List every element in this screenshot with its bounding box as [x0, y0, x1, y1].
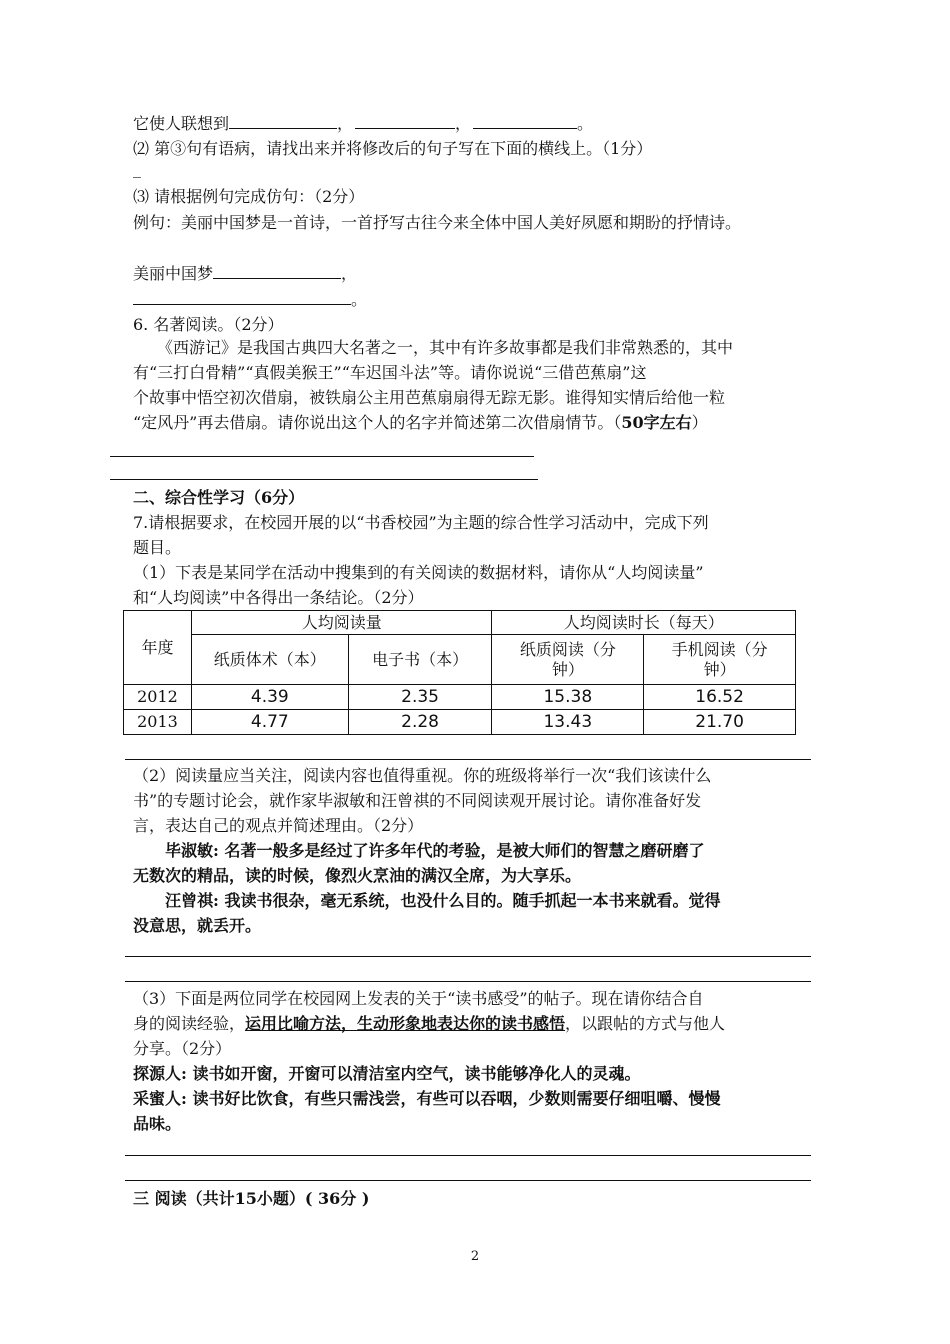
value-cell: 21.70 — [644, 710, 796, 735]
bi-shumin-quote-1: 毕淑敏: 名著一般多是经过了许多年代的考验，是被大师们的智慧之磨研磨了 — [133, 841, 705, 860]
blank-2[interactable] — [355, 112, 455, 129]
value-cell: 2.35 — [348, 685, 492, 710]
classic-reading-p3: 个故事中悟空初次借扇，被铁扇公主用芭蕉扇扇得无踪无影。谁得知实情后给他一粒 — [133, 388, 726, 407]
sub-question-2-b: 书”的专题讨论会，就作家毕淑敏和汪曾祺的不同阅读观开展讨论。请你准备好发 — [133, 791, 702, 810]
value-cell: 13.43 — [492, 710, 644, 735]
reading-time-header: 人均阅读时长（每天） — [492, 611, 796, 635]
classic-reading-p4: “定风丹”再去借扇。请你说出这个人的名字并简述第二次借扇情节。（50字左右） — [133, 413, 708, 432]
sub-question-3-b: 身的阅读经验，运用比喻方法，生动形象地表达你的读书感悟，以跟帖的方式与他人 — [133, 1014, 726, 1033]
fill-line-associations: 它使人联想到 ， ， 。 — [133, 114, 594, 133]
value-cell: 16.52 — [644, 685, 796, 710]
question-2-text: ⑵ 第③句有语病，请找出来并将修改后的句子写在下面的横线上。（1分） — [133, 139, 653, 158]
value-cell: 15.38 — [492, 685, 644, 710]
wang-zengqi-quote-2: 没意思，就丢开。 — [133, 916, 262, 935]
col-phone-reading-time: 手机阅读（分 钟） — [644, 635, 796, 685]
value-cell: 4.39 — [191, 685, 348, 710]
reading-volume-header: 人均阅读量 — [191, 611, 492, 635]
caimiren-post-1: 采蜜人: 读书好比饮食，有些只需浅尝，有些可以吞咽，少数则需要仔细咀嚼、慢慢 — [133, 1089, 721, 1108]
section-2-heading: 二、综合性学习（6分） — [133, 488, 305, 507]
reading-data-table — [123, 610, 796, 735]
imitation-blank-2[interactable] — [133, 288, 351, 305]
sub-question-1-a: （1）下表是某同学在活动中搜集到的有关阅读的数据材料，请你从“人均阅读量” — [133, 563, 704, 582]
caimiren-post-2: 品味。 — [133, 1114, 182, 1133]
sub-question-3-a: （3）下面是两位同学在校园网上发表的关于“读书感受”的帖子。现在请你结合自 — [133, 989, 704, 1008]
imitation-line-2: 。 — [133, 288, 367, 311]
year-header: 年度 — [124, 611, 192, 685]
blank-1[interactable] — [229, 112, 337, 129]
answer-line[interactable] — [125, 956, 811, 957]
classic-reading-p1: 《西游记》是我国古典四大名著之一，其中有许多故事都是我们非常熟悉的，其中 — [133, 338, 734, 357]
answer-line[interactable] — [110, 479, 538, 480]
col-paper-books: 纸质体术（本） — [191, 635, 348, 685]
year-cell: 2012 — [124, 685, 192, 710]
col-paper-reading-time: 纸质阅读（分 钟） — [492, 635, 644, 685]
answer-line[interactable] — [110, 456, 534, 457]
value-cell: 2.28 — [348, 710, 492, 735]
question-6-title: 6. 名著阅读。（2分） — [133, 315, 284, 334]
answer-line[interactable] — [125, 1180, 811, 1181]
answer-line[interactable] — [125, 1155, 811, 1156]
table-row — [124, 685, 796, 710]
imitation-line-1: 美丽中国梦 ， — [133, 264, 358, 283]
question-3-text: ⑶ 请根据例句完成仿句：（2分） — [133, 187, 365, 206]
sub-question-2-c: 言，表达自己的观点并简述理由。（2分） — [133, 816, 424, 835]
col-ebooks: 电子书（本） — [348, 635, 492, 685]
classic-reading-p2: 有“三打白骨精”“真假美猴王”“车迟国斗法”等。请你说说“三借芭蕉扇”这 — [133, 363, 647, 382]
question-7-text-2: 题目。 — [133, 538, 182, 557]
example-sentence: 例句：美丽中国梦是一首诗，一首抒写古往今来全体中国人美好夙愿和期盼的抒情诗。 — [133, 213, 742, 232]
year-cell: 2013 — [124, 710, 192, 735]
answer-line[interactable] — [125, 759, 811, 760]
table-row — [124, 710, 796, 735]
answer-blank-mark[interactable]: _ — [133, 159, 141, 178]
answer-line[interactable] — [125, 981, 811, 982]
section-3-heading: 三 阅读（共计15小题）( 36分 ) — [133, 1189, 370, 1208]
blank-3[interactable] — [473, 112, 577, 129]
question-7-text-1: 7.请根据要求，在校园开展的以“书香校园”为主题的综合性学习活动中，完成下列 — [133, 513, 709, 532]
wang-zengqi-quote-1: 汪曾祺: 我读书很杂，毫无系统，也没什么目的。随手抓起一本书来就看。觉得 — [133, 891, 721, 910]
sub-question-3-c: 分享。（2分） — [133, 1039, 232, 1058]
sub-question-2-a: （2）阅读量应当关注，阅读内容也值得重视。你的班级将举行一次“我们该读什么 — [133, 766, 712, 785]
bi-shumin-quote-2: 无数次的精品，读的时候，像烈火烹油的满汉全席，为大享乐。 — [133, 866, 582, 885]
page-number: 2 — [470, 1249, 480, 1264]
value-cell: 4.77 — [191, 710, 348, 735]
tanyuanren-post: 探源人: 读书如开窗，开窗可以清洁室内空气，读书能够净化人的灵魂。 — [133, 1064, 641, 1083]
imitation-blank-1[interactable] — [213, 262, 341, 279]
sub-question-1-b: 和“人均阅读”中各得出一条结论。（2分） — [133, 588, 424, 607]
